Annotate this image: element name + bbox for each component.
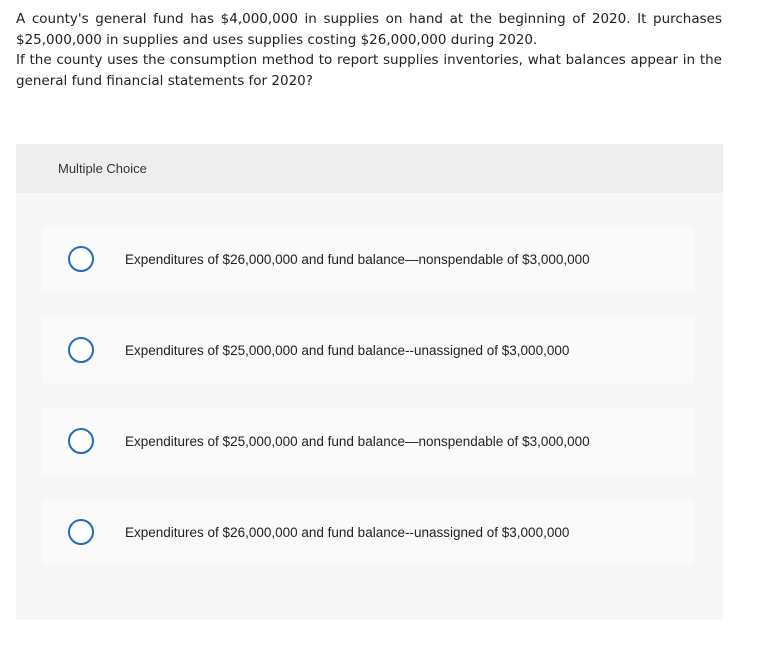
- answer-option-2[interactable]: [42, 317, 694, 383]
- answer-option-3[interactable]: [42, 408, 694, 474]
- radio-button-icon[interactable]: [68, 246, 94, 272]
- answer-option-4[interactable]: [42, 499, 694, 565]
- answer-option-label: Expenditures of $26,000,000 and fund balance—nonspendable of $3,000,000: [125, 251, 590, 267]
- answer-option-label: Expenditures of $25,000,000 and fund balance—nonspendable of $3,000,000: [125, 433, 590, 449]
- radio-button-icon[interactable]: [68, 428, 94, 454]
- answer-option-label: Expenditures of $25,000,000 and fund balance--unassigned of $3,000,000: [125, 342, 570, 358]
- multiple-choice-panel: [16, 144, 723, 620]
- question-paragraph-2: If the county uses the consumption method to report supplies inventories, what balances appear in the general fund financial statements for 2020?: [16, 52, 722, 89]
- question-paragraph-1: A county's general fund has $4,000,000 in supplies on hand at the beginning of 2020. It purchases $25,000,000 in supplies and uses supplies costing $26,000,000 during 2020.: [16, 11, 722, 48]
- radio-button-icon[interactable]: [68, 337, 94, 363]
- answer-option-label: Expenditures of $26,000,000 and fund balance--unassigned of $3,000,000: [125, 524, 570, 540]
- multiple-choice-header: Multiple Choice: [16, 144, 723, 193]
- radio-button-icon[interactable]: [68, 519, 94, 545]
- answer-option-1[interactable]: [42, 226, 694, 292]
- question-text: [16, 9, 722, 91]
